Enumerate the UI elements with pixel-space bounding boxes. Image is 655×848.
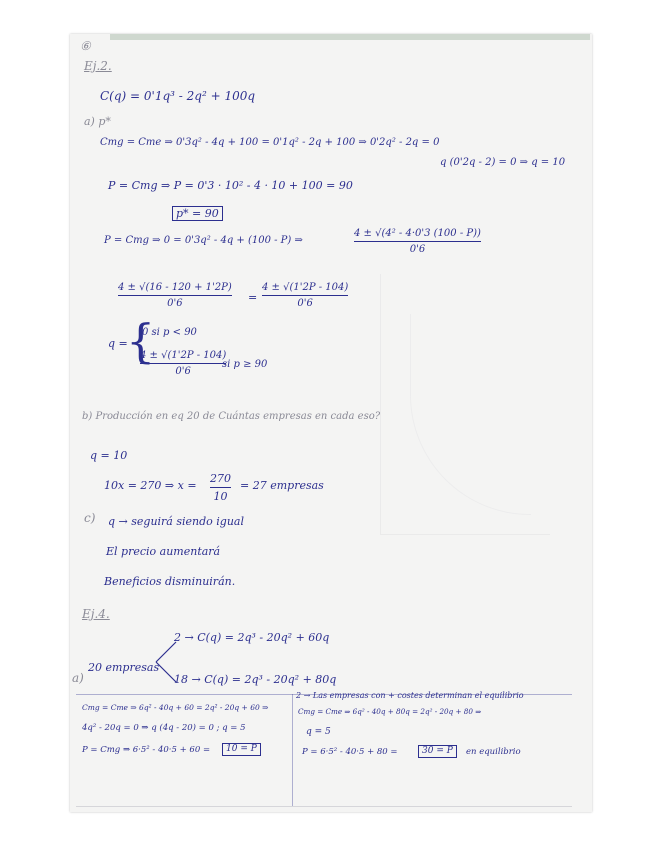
page-number: ⑥ [80, 39, 91, 53]
ej2-frac1-num: 4 ± √(4² - 4·0'3 (100 - P)) [354, 228, 481, 239]
ej4-branch-top: 2 → C(q) = 2q³ - 20q² + 60q [174, 631, 330, 644]
ej2-b-frac [210, 472, 231, 503]
ej2-line2: P = Cmg ⇒ P = 0'3 · 10² - 4 · 10 + 100 = 90 [108, 179, 353, 192]
ej4-left-1: Cmg = Cme ⇒ 6q² - 40q + 60 = 2q² - 20q + 60 ⇒ [82, 703, 269, 712]
ej2-b-frac-num: 270 [210, 472, 231, 485]
ej2-title: Ej.2. [84, 59, 112, 73]
ej2-b-q: q = 10 [90, 449, 128, 462]
ej4-firms: 20 empresas [88, 661, 160, 674]
scanned-page [70, 34, 592, 812]
ej2-c-label: c) [84, 511, 96, 525]
ej2-b-label: b) Producción en eq 20 de Cuántas empresas en cada eso? [82, 411, 381, 422]
ej2-frac3 [262, 282, 348, 309]
ej2-line1: Cmg = Cme ⇒ 0'3q² - 4q + 100 = 0'1q² - 2q + 100 ⇒ 0'2q² - 2q = 0 [100, 137, 440, 148]
supply-q-label: q = [108, 337, 128, 350]
ej4-left-2: 4q² - 20q = 0 ⇒ q (4q - 20) = 0 ; q = 5 [82, 723, 246, 733]
supply-brace: { [126, 314, 156, 368]
ej2-a-label: a) p* [84, 115, 111, 128]
supply-case-2-cond: si p ≥ 90 [222, 359, 268, 370]
ej2-frac2-den: 0'6 [167, 298, 183, 309]
ej4-a-label: a) [72, 671, 84, 685]
ej2-frac2 [118, 282, 232, 309]
ej2-c-line1: q → seguirá siendo igual [108, 515, 245, 528]
ej4-right-3-box: 30 = P [418, 745, 457, 758]
supply-case-2-frac [140, 350, 226, 377]
supply-case-1: 0 si p < 90 [142, 327, 197, 338]
ej4-right-3-tail: en equilibrio [466, 747, 521, 757]
scan-edge [110, 34, 590, 40]
ej4-left-3: P = Cmg ⇒ 6·5² - 40·5 + 60 = [82, 745, 211, 755]
ej4-right-1: Cmg = Cme ⇒ 6q² - 40q + 80q = 2q² - 20q + 80 ⇒ [298, 707, 482, 716]
ej2-b-result: = 27 empresas [240, 479, 324, 492]
ej4-left-3-box: 10 = P [222, 743, 261, 756]
ej2-equals: = [248, 291, 258, 304]
ej2-b-frac-den: 10 [213, 490, 228, 503]
ej2-c-line3: Beneficios disminuirán. [104, 575, 236, 588]
show-through [350, 254, 570, 574]
ej2-frac1 [354, 228, 481, 255]
supply-case-2-den: 0'6 [175, 366, 191, 377]
supply-case-2-num: 4 ± √(1'2P - 104) [140, 350, 227, 361]
ej2-b-calc: 10x = 270 ⇒ x = [104, 479, 197, 492]
ej2-line1b: q (0'2q - 2) = 0 ⇒ q = 10 [440, 157, 566, 168]
ej4-column-divider [292, 694, 293, 806]
ej2-boxed-price: p* = 90 [172, 206, 223, 221]
ej2-frac1-den: 0'6 [409, 244, 426, 255]
ej4-title: Ej.4. [82, 607, 110, 621]
ej2-line3: P = Cmg ⇒ 0 = 0'3q² - 4q + (100 - P) ⇒ [104, 235, 303, 246]
ej4-right-note: 2 → Las empresas con + costes determinan el equilibrio [296, 691, 524, 700]
ej4-right-3: P = 6·5² - 40·5 + 80 = [302, 747, 398, 757]
ej2-frac3-num: 4 ± √(1'2P - 104) [262, 282, 349, 293]
ej2-frac3-den: 0'6 [297, 298, 313, 309]
ej2-c-line2: El precio aumentará [106, 545, 221, 558]
ej2-frac2-num: 4 ± √(16 - 120 + 1'2P) [118, 282, 232, 293]
bottom-rule [76, 806, 572, 807]
ej4-branch-bot: 18 → C(q) = 2q³ - 20q² + 80q [174, 673, 337, 686]
ej4-right-2: q = 5 [306, 727, 331, 737]
ej2-cost-function: C(q) = 0'1q³ - 2q² + 100q [100, 89, 256, 103]
